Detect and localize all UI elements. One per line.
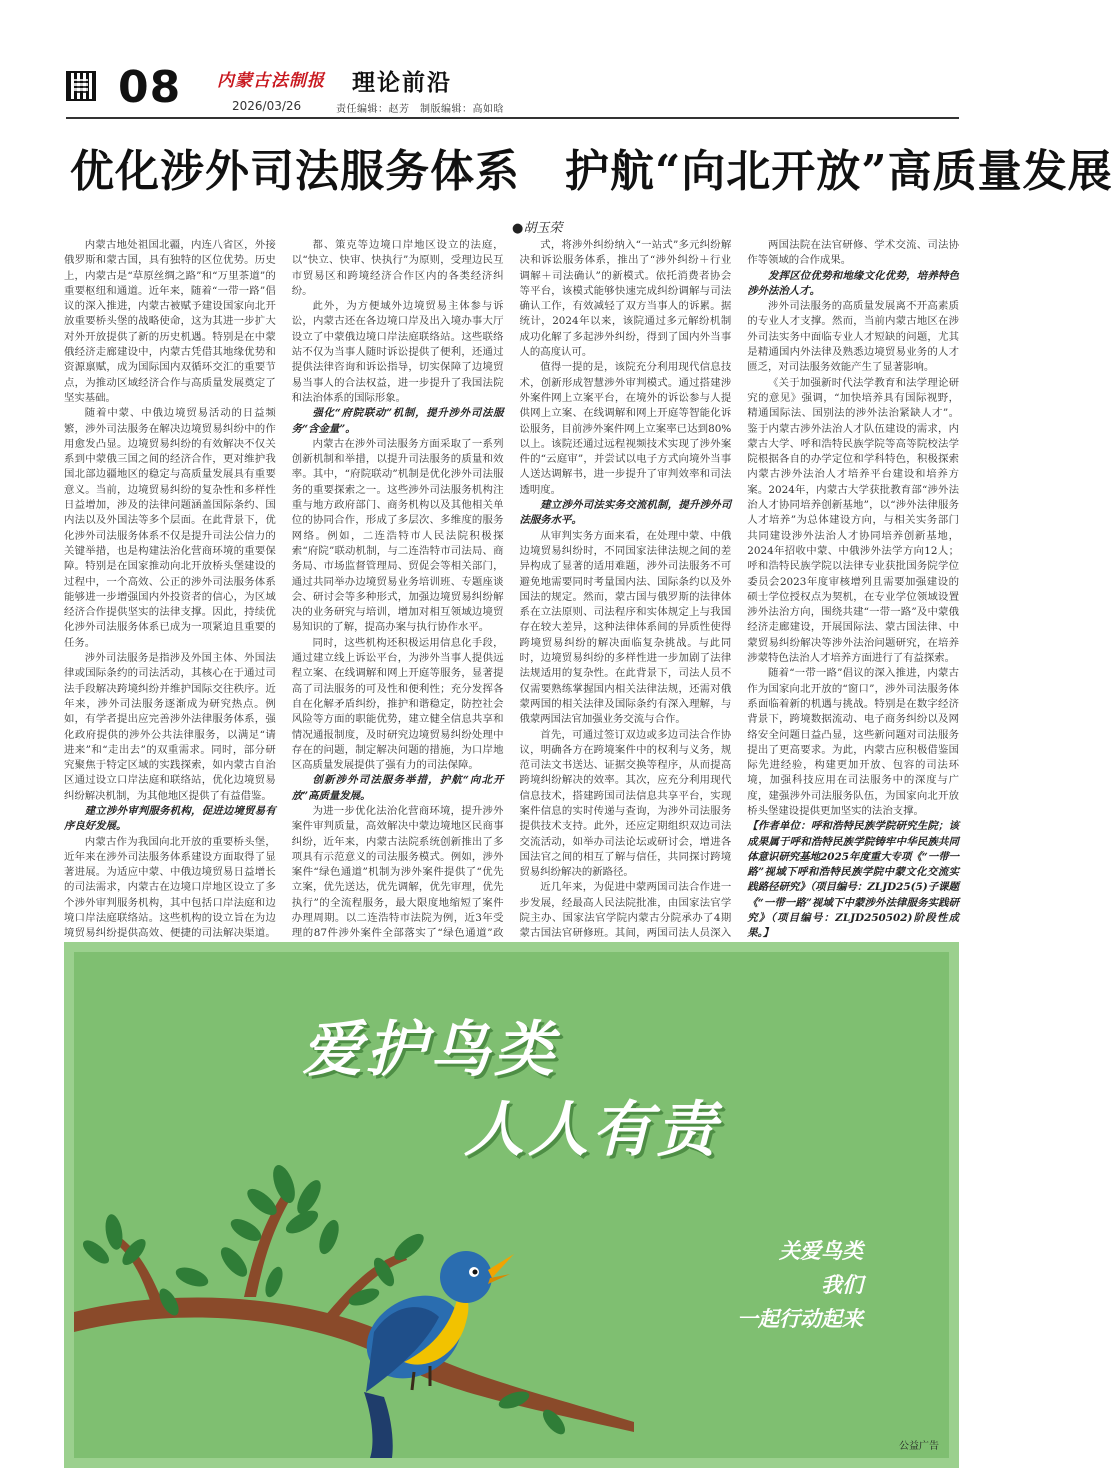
ad-title-line1: 爱护鸟类: [302, 1015, 558, 1085]
ad-slogan-line: 关爱鸟类: [779, 1239, 863, 1263]
article-paragraph: 都、策克等边境口岸地区设立的法庭，以“快立、快审、快执行”为原则，受理边民互市贸易区和跨境经济合作区内的各类经济纠纷。: [291, 239, 504, 297]
article-paragraph: 涉外司法服务是指涉及外国主体、外国法律或国际条约的司法活动，其核心在于通过司法手段解决跨境纠纷并维护国际交往秩序。近年来，涉外司法服务逐渐成为研究热点。例如，有学者提出应完善涉外法律服务体系，强化政府提供的涉外公共法律服务，以满足“请进来”和“走出去”的双重需求。同时，部分研究聚焦于特定区域的实践探索，如内蒙古自治区通过设立口岸法庭和联络站，优化边境贸易纠纷解决机制，为其他地区提供了有益借鉴。: [64, 652, 276, 802]
article-paragraph: 涉外司法服务的高质量发展离不开高素质的专业人才支撑。然而，当前内蒙古地区在涉外司法实务中面临专业人才短缺的问题，尤其是精通国内外法律及熟悉边境贸易业务的人才匮乏，对司法服务效能产生了显著影响。: [747, 300, 959, 374]
article-paragraph: 内蒙古作为我国向北开放的重要桥头堡，近年来在涉外司法服务体系建设方面取得了显著进展。为适应中蒙、中俄边境贸易日益增长的司法需求，内蒙古在边境口岸地区设立了多个涉外审判服务机构，其中包括口岸法庭和边境口岸法庭联络站。这些机构的设立旨在为边境贸易纠纷提供高效、便捷的司法解决渠道。: [64, 835, 276, 940]
article-paragraph: 近几年来，为促进中蒙两国司法合作进一步发展，经最高人民法院批准，由国家法官学院主办、国家法官学院内蒙古分院承办了4期蒙古国法官研修班。其间，两国司法人员深入: [519, 881, 732, 940]
article-paragraph: 随着中蒙、中俄边境贸易活动的日益频繁，涉外司法服务在解决边境贸易纠纷中的作用愈发凸显。边境贸易纠纷的有效解决不仅关系到中蒙俄三国之间的经济合作，更对维护我国北部边疆地区的稳定与高质量发展具有重要意义。当前，边境贸易纠纷的复杂性和多样性日益增加，涉及的法律问题涵盖国际条约、国内法以及外国法等多个层面。在此背景下，优化涉外司法服务体系不仅是提升司法公信力的关键举措，也是构建法治化营商环境的重要保障。特别是在国家推动向北开放桥头堡建设的过程中，一个高效、公正的涉外司法服务体系能够进一步增强国内外投资者的信心，为区域经济合作提供坚实的法律支撑。因此，持续优化涉外司法服务体系已成为一项紧迫且重要的任务。: [64, 407, 276, 649]
article-paragraph: 随着“一带一路”倡议的深入推进，内蒙古作为国家向北开放的“窗口”，涉外司法服务体系面临着新的机遇与挑战。特别是在数字经济背景下，跨境数据流动、电子商务纠纷以及网络安全问题日益凸显，这些新问题对司法服务提出了更高要求。为此，内蒙古应积极借鉴国际先进经验，构建更加开放、包容的司法环境，加强科技应用在司法服务中的深度与广度，建强涉外司法服务队伍，为国家向北开放桥头堡建设提供更加坚实的法治支撑。: [747, 667, 959, 817]
bird-beak-upper: [488, 1254, 514, 1278]
section-title: 理论前沿: [352, 69, 452, 96]
article-paragraph: 此外，为方便域外边境贸易主体参与诉讼，内蒙古还在各边境口岸及出入境办事大厅设立了中蒙俄边境口岸法庭联络站。这些联络站不仅为当事人随时诉讼提供了便利，还通过提供法律咨询和诉讼指导，切实保障了边境贸易当事人的合法权益，进一步提升了我国法院和法治体系的国际形象。: [291, 300, 504, 404]
ad-slogan-line: 我们: [821, 1273, 863, 1297]
section-subheading: 强化“府院联动”机制，提升涉外司法服务“含金量”。: [291, 407, 504, 435]
public-service-ad: [64, 942, 959, 1468]
newspaper-logo: 内蒙古法制报: [217, 71, 325, 91]
ad-slogan-line: 一起行动起来: [737, 1307, 863, 1331]
header-divider: [66, 117, 959, 119]
article-paragraph: 值得一提的是，该院充分利用现代信息技术，创新形成智慧涉外审判模式。通过搭建涉外案件网上立案平台，在境外的诉讼参与人提供网上立案、在线调解和网上开庭等智能化诉讼服务，目前涉外案件网上立案率已达到80%以上。该院还通过远程视频技术实现了涉外案件的“云庭审”，并尝试以电子方式向境外当事人送达调解书，进一步提升了审判效率和司法透明度。: [519, 361, 732, 496]
article-paragraph: 两国法院在法官研修、学术交流、司法协作等领域的合作成果。: [747, 239, 959, 267]
ad-title-line2: 人人有责: [464, 1095, 720, 1165]
article-column-3: [519, 238, 732, 940]
ad-slogan: [737, 1234, 863, 1336]
author-note: 【作者单位：呼和浩特民族学院研究生院；该成果属于呼和浩特民族学院铸牢中华民族共同体意识研究基地2025年度重大专项《“一带一路”视域下呼和浩特民族学院中蒙文化交流实践路径研究》（项目编号：ZLJD25(5)子课题《“一带一路”视域下中蒙涉外法律服务实践研究》（项目编号：ZLJD250502)阶段性成果。】: [747, 820, 959, 940]
section-subheading: 建立涉外司法实务交流机制，提升涉外司法服务水平。: [519, 499, 732, 527]
issue-date: 2026/03/26: [232, 99, 302, 113]
article-paragraph: 首先，可通过签订双边或多边司法合作协议，明确各方在跨境案件中的权利与义务，规范司法文书送达、证据交换等程序，从而提高跨境纠纷解决的效率。其次，应充分利用现代信息技术，搭建跨国司法信息共享平台，实现案件信息的实时传递与查询，为涉外司法服务提供技术支持。此外，还应定期组织双边司法交流活动，如举办司法论坛或研讨会，增进各国法官之间的相互了解与信任，共同探讨跨境贸易纠纷解决的新路径。: [519, 728, 732, 879]
bird-tail: [364, 1392, 393, 1458]
article-paragraph: 为进一步优化法治化营商环境，提升涉外案件审判质量，高效解决中蒙边境地区民商事纠纷，近年来，内蒙古法院系统创新推出了多项具有示范意义的司法服务模式。例如，涉外案件“绿色通道”机制为涉外案件提供了“优先立案，优先送达，优先调解，优先审理，优先执行”的全流程服务，最大限度地缩短了案件办理周期。以二连浩特市法院为例，近3年受理的87件涉外案件全部落实了“绿色通道”政: [291, 804, 504, 940]
article-column-2: [291, 238, 504, 940]
page-number: 08: [118, 62, 182, 113]
article-column-1: [64, 238, 276, 940]
bird: [352, 1251, 514, 1458]
article-paragraph: 同时，这些机构还积极运用信息化手段，通过建立线上诉讼平台，为涉外当事人提供远程立案、在线调解和网上开庭等服务，显著提高了司法服务的可及性和便利性；充分发挥各自在化解矛盾纠纷，推护和谐稳定，防控社会风险等方面的职能优势，建立健全信息共享和情况通报制度，及时研究边境贸易纠纷处理中存在的问题，制定解决问题的措施，为口岸地区高质量发展提供了强有力的司法保障。: [291, 636, 504, 772]
article-paragraph: 《关于加强新时代法学教育和法学理论研究的意见》强调，“加快培养具有国际视野，精通国际法、国别法的涉外法治紧缺人才”。鉴于内蒙古涉外法治人才队伍建设的需求，内蒙古大学、呼和浩特民族学院等高等院校法学院根据各自的办学定位和学科特色，积极探索内蒙古涉外法治人才培养平台建设和培养方案。2024年，内蒙古大学获批教育部“涉外法治人才协同培养创新基地”，以“涉外法律服务人才培养”为总体建设方向，与相关实务部门共同建设涉外法治人才协同培养创新基地，2024年招收中蒙、中俄涉外法学方向12人；呼和浩特民族学院以法律专业获批国务院学位委员会2023年度审核增列且需要加强建设的硕士学位授权点为契机，在专业学位领域设置涉外法治方向，围绕共建“一带一路”及中蒙俄经济走廊建设，开展国际法、蒙古国法律、中蒙贸易纠纷解决等涉外法治问题研究，在培养涉蒙特色法治人才培养方面进行了有益探索。: [747, 376, 959, 665]
article-byline: ●胡玉荣: [512, 221, 563, 236]
article-paragraph: 内蒙古地处祖国北疆，内连八省区，外接俄罗斯和蒙古国，具有独特的区位优势。历史上，内蒙古是“草原丝绸之路”和“万里茶道”的重要枢纽和通道。近年来，随着“一带一路”倡议的深入推进，内蒙古被赋予建设国家向北开放重要桥头堡的战略使命，这为其进一步扩大对外开放提供了新的历史机遇。特别是在中蒙俄经济走廊建设中，内蒙古凭借其地缘优势和资源禀赋，成为国际国内双循环交汇的重要节点，为推动区域经济合作与高质量发展奠定了坚实基础。: [64, 239, 276, 404]
section-subheading: 发挥区位优势和地缘文化优势，培养特色涉外法治人才。: [747, 269, 959, 297]
masthead: [0, 0, 1024, 120]
article-paragraph: 内蒙古在涉外司法服务方面采取了一系列创新机制和举措，以提升司法服务的质量和效率。其中，“府院联动”机制是优化涉外司法服务的重要探索之一。这些涉外司法服务机构注重与地方政府部门、商务机构以及其他相关单位的协同合作，形成了多层次、多维度的服务网络。例如，二连浩特市人民法院积极探索“府院”联动机制，与二连浩特市司法局、商务局、市场监督管理局、贸促会等相关部门，通过共同举办边境贸易业务培训班、专题座谈会、研讨会等多种形式，加强边境贸易纠纷解决的业务研究与培训，增加对相互领域边境贸易知识的了解，提高办案与执行协作水平。: [291, 437, 504, 634]
section-subheading: 创新涉外司法服务举措，护航“向北开放”高质量发展。: [291, 774, 504, 802]
editors-credit: 责任编辑：赵芳 制版编辑：高如晗: [336, 104, 504, 115]
ad-category-tag: 公益广告: [899, 1441, 939, 1452]
bird-head: [440, 1251, 492, 1303]
article-body: [64, 238, 959, 940]
article-paragraph: 从审判实务方面来看，在处理中蒙、中俄边境贸易纠纷时，不同国家法律法规之间的差异构成了显著的适用难题，涉外司法服务不可避免地需要同时考量国内法、国际条约以及外国法的规定。然而，蒙古国与俄罗斯的法律体系在立法原则、司法程序和实体规定上与我国存在较大差异，这种法律体系间的异质性使得跨境贸易纠纷的解决面临复杂挑战。与此同时，边境贸易纠纷的多样性进一步加剧了法律法规适用的复杂性。在此背景下，司法人员不仅需要熟练掌握国内相关法律法规，还需对俄蒙两国的相关法律及国际条约有深入理解，与俄蒙两国法官加强业务交流与合作。: [519, 529, 732, 726]
qr-code-icon[interactable]: [66, 71, 96, 101]
section-subheading: 建立涉外审判服务机构，促进边境贸易有序良好发展。: [64, 804, 276, 833]
article-headline: 优化涉外司法服务体系 护航“向北开放”高质量发展: [70, 146, 1113, 197]
article-paragraph: 式，将涉外纠纷纳入“一站式”多元纠纷解决和诉讼服务体系，推出了“涉外纠纷＋行业调解＋司法确认”的新模式。依托消费者协会等平台，该模式能够快速完成纠纷调解与司法确认工作，有效减轻了双方当事人的诉累。据统计，2024年以来，该院通过多元解纷机制成功化解了多起涉外纠纷，得到了国内外当事人的高度认可。: [519, 239, 732, 359]
article-column-4: [747, 238, 959, 940]
